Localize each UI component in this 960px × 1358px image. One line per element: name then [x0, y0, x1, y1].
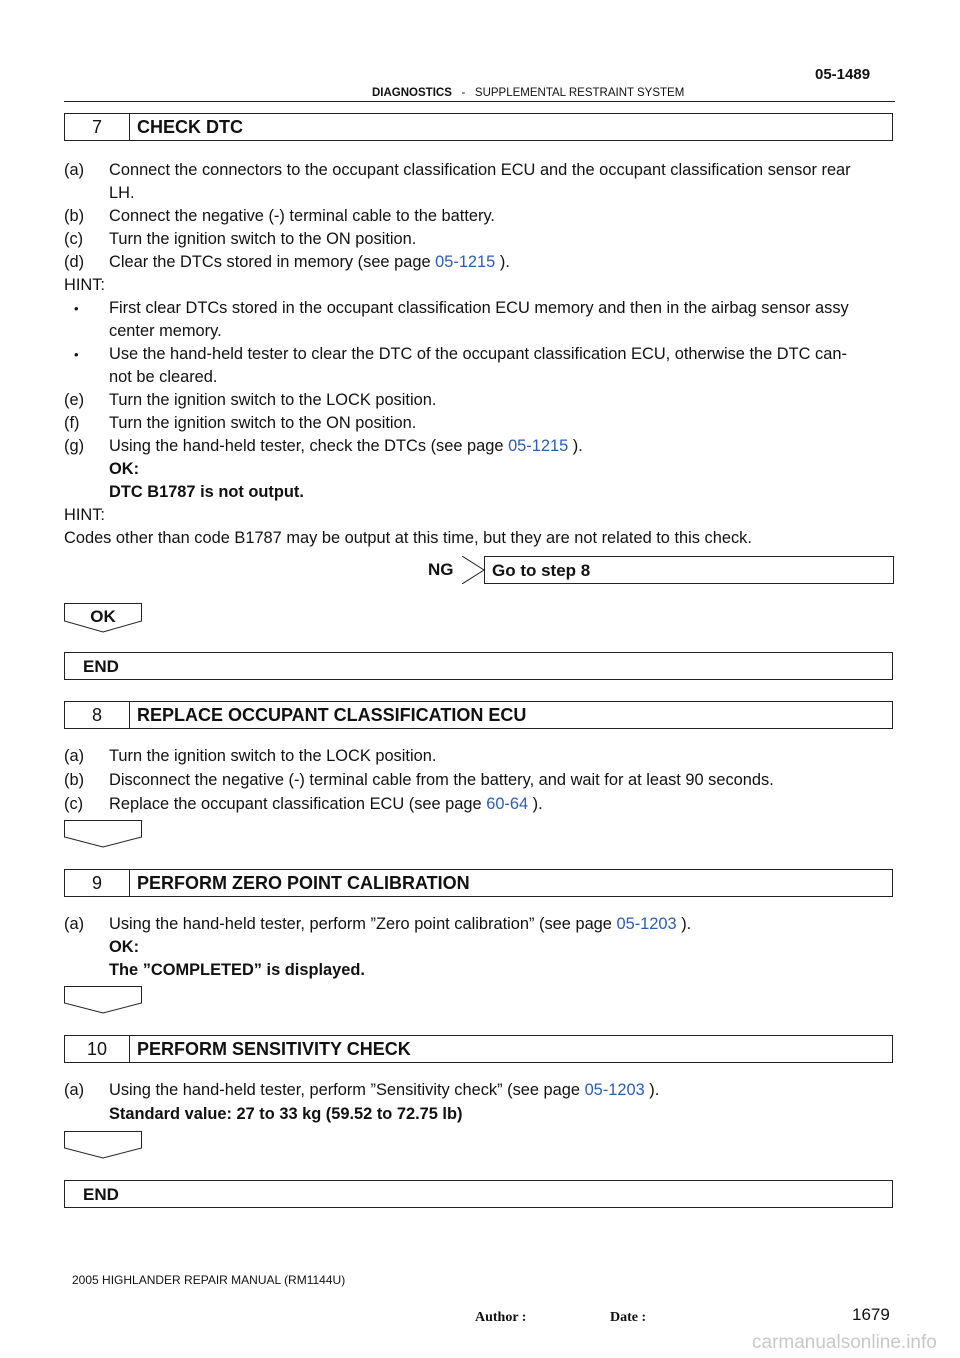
header-separator: - — [461, 87, 466, 99]
page-link[interactable]: 05-1203 — [584, 1081, 645, 1099]
section-header — [372, 87, 684, 99]
step-number: 8 — [65, 702, 130, 728]
subsection-name: SUPPLEMENTAL RESTRAINT SYSTEM — [474, 87, 685, 99]
next-step-tab — [64, 986, 142, 1014]
bullet-icon: • — [74, 347, 79, 362]
header-rule — [64, 101, 895, 102]
step-8-header — [64, 701, 893, 729]
step-title: PERFORM SENSITIVITY CHECK — [137, 1039, 411, 1059]
end-label: END — [83, 657, 119, 676]
ok-tab-label: OK — [90, 607, 116, 626]
section-name: DIAGNOSTICS — [372, 87, 452, 99]
ng-target-label: Go to step 8 — [492, 561, 591, 580]
page-number: 05-1489 — [815, 66, 871, 83]
next-step-tab — [64, 820, 142, 848]
page-link[interactable]: 05-1215 — [508, 437, 569, 455]
ok-tab — [64, 603, 142, 633]
step-number: 10 — [65, 1036, 130, 1062]
manual-reference: 2005 HIGHLANDER REPAIR MANUAL (RM1144U) — [72, 1273, 346, 1287]
date-label: Date : — [610, 1310, 647, 1325]
step-title: REPLACE OCCUPANT CLASSIFICATION ECU — [137, 705, 527, 725]
step-9-header — [64, 869, 893, 897]
step-title: CHECK DTC — [137, 117, 243, 137]
next-step-tab — [64, 1131, 142, 1159]
ng-target-box[interactable] — [484, 556, 894, 584]
end-box — [64, 652, 893, 680]
step-number: 9 — [65, 870, 130, 896]
end-box — [64, 1180, 893, 1208]
step-7-header — [64, 113, 893, 141]
watermark: carmanualsonline.info — [752, 1332, 937, 1353]
page-link[interactable]: 05-1203 — [616, 915, 677, 933]
author-label: Author : — [475, 1310, 527, 1325]
bullet-icon: • — [74, 301, 79, 316]
footer-page-number: 1679 — [852, 1305, 890, 1324]
end-label: END — [83, 1185, 119, 1204]
page-link[interactable]: 05-1215 — [435, 253, 496, 271]
page-link[interactable]: 60-64 — [486, 795, 529, 813]
step-10-header — [64, 1035, 893, 1063]
ng-label: NG — [428, 560, 454, 579]
ng-arrow-icon — [462, 556, 486, 584]
step-title: PERFORM ZERO POINT CALIBRATION — [137, 873, 470, 893]
step-number: 7 — [65, 114, 130, 140]
